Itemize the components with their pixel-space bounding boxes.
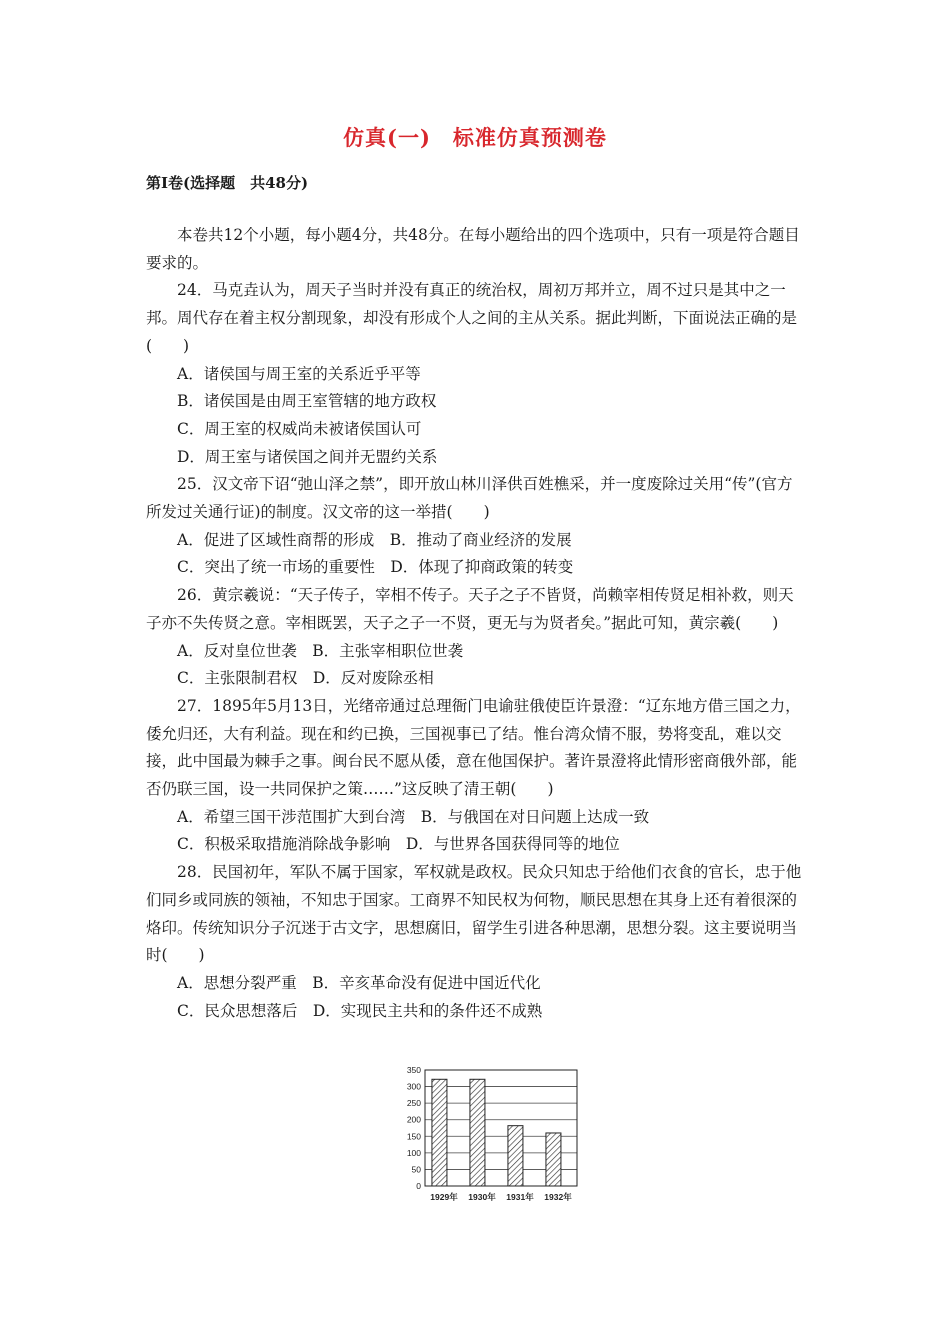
option-row: A．促进了区域性商帮的形成 B．推动了商业经济的发展 [177,530,572,549]
x-tick-label: 1931年 [506,1192,534,1202]
x-tick-label: 1930年 [468,1192,496,1202]
x-tick-label: 1932年 [544,1192,572,1202]
question-stem: 27．1895年5月13日，光绪帝通过总理衙门电谕驻俄使臣许景澄：“辽东地方借三国之力，倭允归还，大有利益。现在和约已换，三国视事已了结。惟台湾众情不服，势将变乱，难以交接，此中国最为棘手之事。闽台民不愿从倭，意在他国保护。著许景澄将此情形密商俄外部，能否仍联三国，设一共同保护之策……”这反映了清王朝( ) [146,696,801,799]
section-heading: 第Ⅰ卷(选择题 共48分) [146,174,309,192]
option-row: C．民众思想落后 D．实现民主共和的条件还不成熟 [177,1001,543,1020]
x-tick-label: 1929年 [430,1192,458,1202]
instructions: 本卷共12个小题，每小题4分，共48分。在每小题给出的四个选项中，只有一项是符合题目要求的。 [146,226,800,272]
y-tick-label: 50 [411,1164,421,1175]
option-row: C．积极采取措施消除战争影响 D．与世界各国获得同等的地位 [177,835,620,854]
question-26 [146,582,806,693]
option-row: A．思想分裂严重 B．辛亥革命没有促进中国近代化 [177,973,541,992]
option-row: C．主张限制君权 D．反对废除丞相 [177,669,434,688]
question-25 [146,471,806,582]
y-tick-label: 200 [406,1114,421,1125]
bar [508,1126,523,1186]
y-tick-label: 150 [406,1131,421,1142]
question-stem: 28．民国初年，军队不属于国家，军权就是政权。民众只知忠于给他们衣食的官长，忠于他们同乡或同族的领袖，不知忠于国家。工商界不知民权为何物，顺民思想在其身上还有着很深的烙印。传统知识分子沉迷于古文字，思想腐旧，留学生引进各种思潮，思想分裂。这主要说明当时( ) [146,863,802,965]
bar [546,1133,561,1186]
question-24 [146,277,806,471]
bar [470,1079,485,1186]
question-28 [146,859,806,1025]
bar-chart [395,1062,595,1208]
page-title: 仿真(一) 标准仿真预测卷 [343,125,607,150]
option-row: C．突出了统一市场的重要性 D．体现了抑商政策的转变 [177,558,574,577]
option: C．周王室的权威尚未被诸侯国认可 [177,419,422,438]
option: B．诸侯国是由周王室管辖的地方政权 [177,392,437,411]
bar-chart-figure [395,1062,595,1212]
option: D．周王室与诸侯国之间并无盟约关系 [177,447,438,466]
question-27 [146,693,806,859]
y-tick-label: 300 [406,1081,421,1092]
y-tick-label: 250 [406,1098,421,1109]
y-tick-label: 0 [416,1181,421,1191]
option-row: A．希望三国干涉范围扩大到台湾 B．与俄国在对日问题上达成一致 [177,807,650,826]
option: A．诸侯国与周王室的关系近乎平等 [177,364,421,383]
option-row: A．反对皇位世袭 B．主张宰相职位世袭 [177,641,464,660]
y-tick-label: 350 [406,1065,421,1075]
bar [432,1079,447,1186]
question-stem: 25．汉文帝下诏“弛山泽之禁”，即开放山林川泽供百姓樵采，并一度废除过关用“传”(官方所发过关通行证)的制度。汉文帝的这一举措( ) [146,475,793,522]
question-stem: 24．马克垚认为，周天子当时并没有真正的统治权，周初万邦并立，周不过只是其中之一邦。周代存在着主权分割现象，却没有形成个人之间的主从关系。据此判断，下面说法正确的是( ) [146,281,798,355]
question-content [146,222,806,1025]
question-stem: 26．黄宗羲说：“天子传子，宰相不传子。天子之子不皆贤，尚赖宰相传贤足相补救，则天子亦不失传贤之意。宰相既罢，天子之子一不贤，更无与为贤者矣。”据此可知，黄宗羲( ) [146,586,794,632]
y-tick-label: 100 [406,1147,421,1158]
